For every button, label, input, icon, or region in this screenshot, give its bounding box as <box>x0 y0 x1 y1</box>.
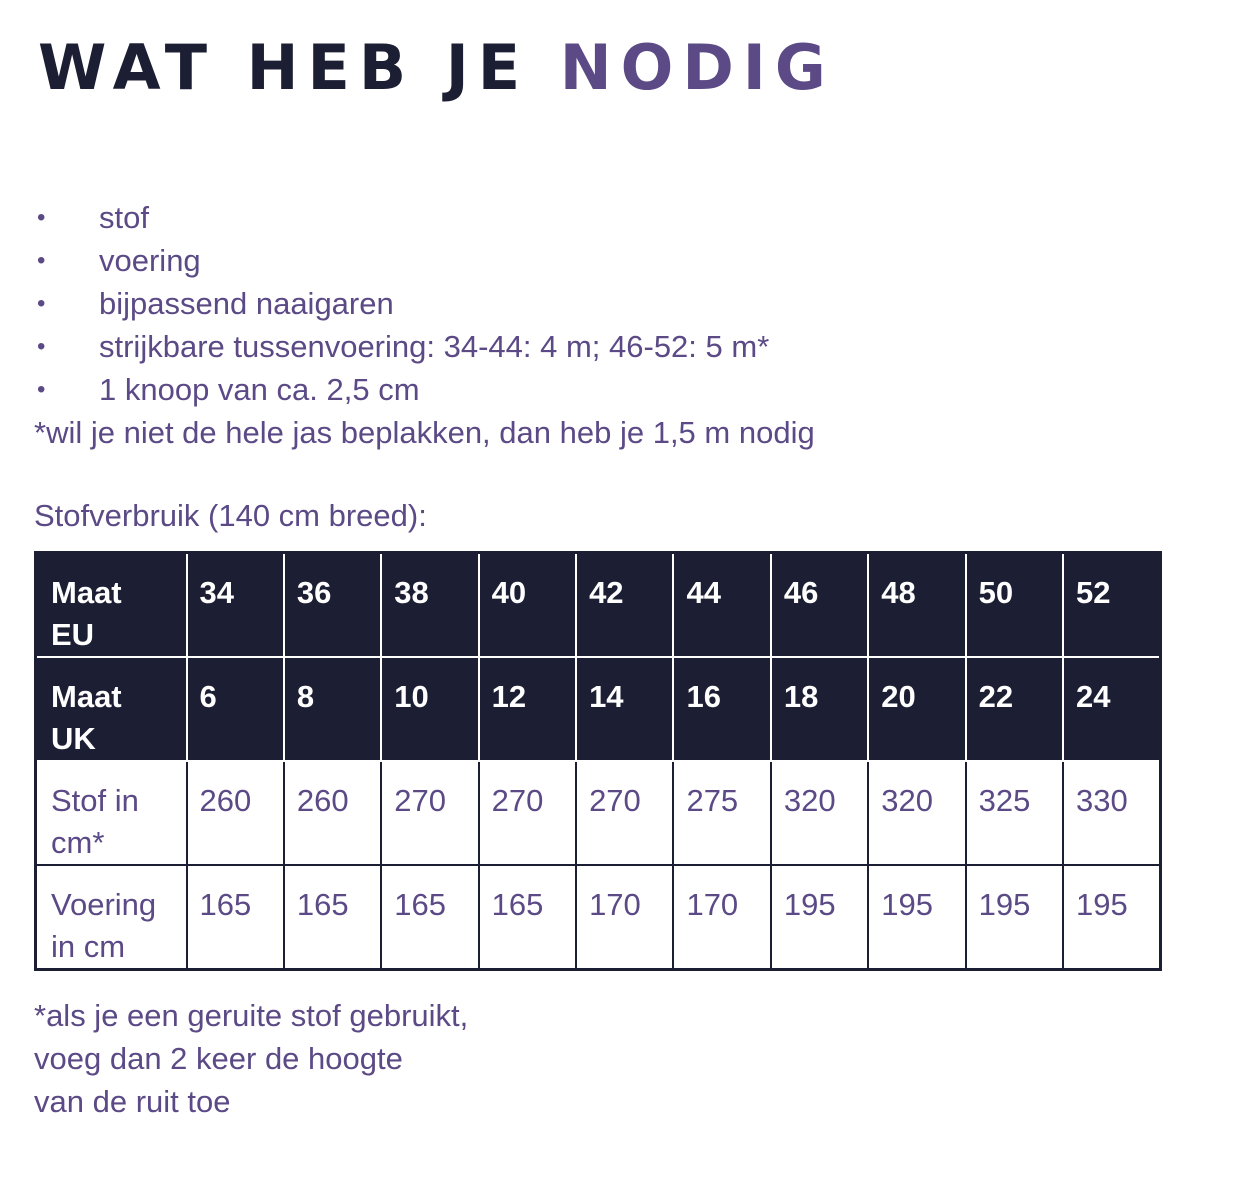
needs-item-label: stof <box>99 200 149 235</box>
table-cell: 52 <box>1063 553 1160 658</box>
row-label-line: in cm <box>51 929 126 964</box>
table-cell: 165 <box>187 865 284 970</box>
size-eu-row <box>36 553 1161 658</box>
fabric-footnote-line: voeg dan 2 keer de hoogte <box>34 1041 403 1076</box>
table-cell: 165 <box>284 865 381 970</box>
row-label-cell <box>36 553 187 658</box>
needs-item-label: voering <box>99 243 201 278</box>
bullet-icon: • <box>37 376 46 403</box>
needs-footnote: *wil je niet de hele jas beplakken, dan heb je 1,5 m nodig <box>34 415 815 450</box>
bullet-icon: • <box>37 247 46 274</box>
table-cell: 270 <box>479 761 576 865</box>
needs-list-item <box>34 196 769 239</box>
table-cell: 20 <box>868 657 965 761</box>
table-cell: 6 <box>187 657 284 761</box>
table-cell: 46 <box>771 553 868 658</box>
row-label-line: Voering <box>51 887 157 922</box>
table-cell: 165 <box>479 865 576 970</box>
table-cell: 260 <box>284 761 381 865</box>
bullet-icon: • <box>37 290 46 317</box>
table-cell: 195 <box>1063 865 1160 970</box>
row-label-line: Maat <box>51 679 122 714</box>
row-label-cell <box>36 865 187 970</box>
needs-item-label: bijpassend naaigaren <box>99 286 394 321</box>
lining-cm-row <box>36 865 1161 970</box>
fabric-footnote <box>34 994 468 1123</box>
bullet-icon: • <box>37 333 46 360</box>
row-label-line: Stof in <box>51 783 139 818</box>
fabric-usage-heading: Stofverbruik (140 cm breed): <box>34 498 427 533</box>
page-title <box>38 28 835 108</box>
row-label-line: UK <box>51 721 96 756</box>
bullet-icon: • <box>37 204 46 231</box>
table-cell: 36 <box>284 553 381 658</box>
table-cell: 24 <box>1063 657 1160 761</box>
table-cell: 8 <box>284 657 381 761</box>
table-cell: 195 <box>868 865 965 970</box>
table-cell: 42 <box>576 553 673 658</box>
table-cell: 22 <box>966 657 1063 761</box>
needs-item-label: strijkbare tussenvoering: 34-44: 4 m; 46-52: 5 m* <box>99 329 770 364</box>
page-title-main: WAT HEB JE <box>38 31 530 104</box>
table-cell: 34 <box>187 553 284 658</box>
row-label-cell <box>36 761 187 865</box>
table-cell: 12 <box>479 657 576 761</box>
table-cell: 14 <box>576 657 673 761</box>
table-cell: 195 <box>966 865 1063 970</box>
table-cell: 170 <box>576 865 673 970</box>
table-cell: 170 <box>673 865 770 970</box>
row-label-cell <box>36 657 187 761</box>
table-cell: 275 <box>673 761 770 865</box>
table-cell: 50 <box>966 553 1063 658</box>
table-cell: 18 <box>771 657 868 761</box>
needs-list <box>34 196 769 411</box>
table-cell: 260 <box>187 761 284 865</box>
row-label-line: cm* <box>51 825 105 860</box>
fabric-footnote-line: van de ruit toe <box>34 1084 231 1119</box>
needs-list-item <box>34 325 769 368</box>
table-cell: 165 <box>381 865 478 970</box>
table-cell: 320 <box>771 761 868 865</box>
table-cell: 48 <box>868 553 965 658</box>
needs-list-item <box>34 368 769 411</box>
fabric-footnote-line: *als je een geruite stof gebruikt, <box>34 998 469 1033</box>
row-label-line: Maat <box>51 575 122 610</box>
table-cell: 320 <box>868 761 965 865</box>
page-title-accent: NODIG <box>559 31 835 104</box>
table-cell: 195 <box>771 865 868 970</box>
needs-list-item <box>34 282 769 325</box>
table-cell: 10 <box>381 657 478 761</box>
needs-list-item <box>34 239 769 282</box>
table-cell: 330 <box>1063 761 1160 865</box>
table-cell: 270 <box>576 761 673 865</box>
fabric-usage-table <box>34 551 1162 971</box>
table-cell: 325 <box>966 761 1063 865</box>
fabric-cm-row <box>36 761 1161 865</box>
size-uk-row <box>36 657 1161 761</box>
row-label-line: EU <box>51 617 95 652</box>
table-cell: 16 <box>673 657 770 761</box>
needs-item-label: 1 knoop van ca. 2,5 cm <box>99 372 420 407</box>
table-cell: 44 <box>673 553 770 658</box>
table-cell: 40 <box>479 553 576 658</box>
table-cell: 38 <box>381 553 478 658</box>
table-cell: 270 <box>381 761 478 865</box>
